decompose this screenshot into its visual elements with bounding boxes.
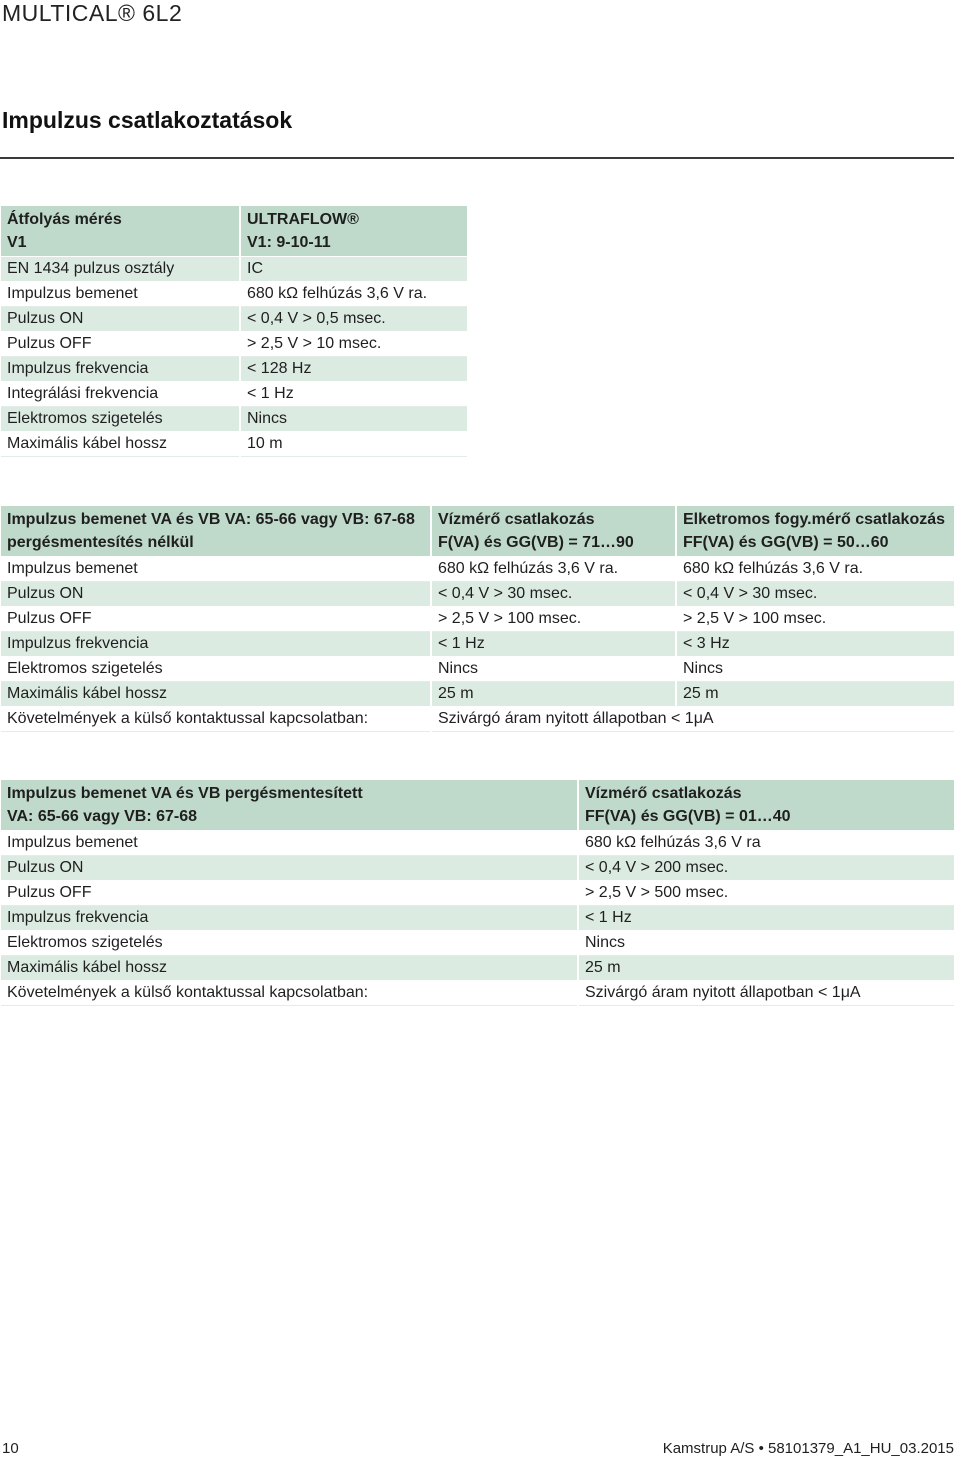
table-header-row xyxy=(1,506,954,557)
table-row xyxy=(1,931,954,956)
table-row xyxy=(1,881,954,906)
table-row xyxy=(1,956,954,981)
row-label: Integrálási frekvencia xyxy=(1,382,240,407)
row-value: < 0,4 V > 30 msec. xyxy=(431,582,676,607)
table-row xyxy=(1,407,467,432)
row-value: < 1 Hz xyxy=(240,382,467,407)
title-divider xyxy=(0,157,954,159)
header-cell-2: ULTRAFLOW® V1: 9-10-11 xyxy=(240,206,467,257)
table-row xyxy=(1,856,954,881)
header-cell-3: Elketromos fogy.mérő csatlakozás FF(VA) és GG(VB) = 50…60 xyxy=(676,506,954,557)
row-value: 680 kΩ felhúzás 3,6 V ra. xyxy=(676,557,954,582)
row-label: Impulzus bemenet xyxy=(1,557,431,582)
product-title: MULTICAL® 6L2 xyxy=(2,0,183,26)
row-value: 680 kΩ felhúzás 3,6 V ra. xyxy=(431,557,676,582)
row-label: Impulzus frekvencia xyxy=(1,632,431,657)
row-value: < 3 Hz xyxy=(676,632,954,657)
row-value: 25 m xyxy=(676,682,954,707)
table-row xyxy=(1,632,954,657)
row-label: Követelmények a külső kontaktussal kapcsolatban: xyxy=(1,707,431,732)
row-value: > 2,5 V > 100 msec. xyxy=(676,607,954,632)
row-value: Nincs xyxy=(240,407,467,432)
row-label: Pulzus OFF xyxy=(1,607,431,632)
row-value: IC xyxy=(240,257,467,282)
row-label: Elektromos szigetelés xyxy=(1,657,431,682)
row-value: < 1 Hz xyxy=(578,906,954,931)
row-label: Maximális kábel hossz xyxy=(1,682,431,707)
row-label: Elektromos szigetelés xyxy=(1,931,578,956)
row-value: 10 m xyxy=(240,432,467,457)
row-label: Impulzus bemenet xyxy=(1,282,240,307)
table-row xyxy=(1,906,954,931)
row-label: Pulzus OFF xyxy=(1,881,578,906)
row-value: < 128 Hz xyxy=(240,357,467,382)
table-row xyxy=(1,657,954,682)
table-row xyxy=(1,432,467,457)
table-row xyxy=(1,257,467,282)
row-label: Elektromos szigetelés xyxy=(1,407,240,432)
row-value: > 2,5 V > 100 msec. xyxy=(431,607,676,632)
header-cell-2: Vízmérő csatlakozás FF(VA) és GG(VB) = 01…40 xyxy=(578,780,954,831)
row-value: Szivárgó áram nyitott állapotban < 1μA xyxy=(578,981,954,1006)
pulse-input-unfiltered-table xyxy=(1,506,954,732)
row-label: Pulzus ON xyxy=(1,307,240,332)
row-value: 25 m xyxy=(578,956,954,981)
table-row xyxy=(1,382,467,407)
row-value: Nincs xyxy=(676,657,954,682)
table-row xyxy=(1,307,467,332)
pulse-input-debounced-table xyxy=(1,780,954,1006)
row-value: Nincs xyxy=(578,931,954,956)
table-row xyxy=(1,707,954,732)
row-label: Maximális kábel hossz xyxy=(1,956,578,981)
flow-measurement-table xyxy=(1,206,467,457)
table-header-row xyxy=(1,780,954,831)
pulse-input-unfiltered-table-body xyxy=(1,506,954,732)
table-row xyxy=(1,682,954,707)
table-row xyxy=(1,981,954,1006)
table-header-row xyxy=(1,206,467,257)
row-label: Pulzus OFF xyxy=(1,332,240,357)
table-row xyxy=(1,582,954,607)
row-label: Követelmények a külső kontaktussal kapcsolatban: xyxy=(1,981,578,1006)
row-label: Pulzus ON xyxy=(1,582,431,607)
row-value: Nincs xyxy=(431,657,676,682)
header-cell-2: Vízmérő csatlakozás F(VA) és GG(VB) = 71…90 xyxy=(431,506,676,557)
row-value: < 1 Hz xyxy=(431,632,676,657)
row-value: 680 kΩ felhúzás 3,6 V ra xyxy=(578,831,954,856)
table-row xyxy=(1,332,467,357)
row-label: EN 1434 pulzus osztály xyxy=(1,257,240,282)
row-value: Szivárgó áram nyitott állapotban < 1μA xyxy=(431,707,954,732)
row-label: Impulzus frekvencia xyxy=(1,357,240,382)
row-label: Impulzus frekvencia xyxy=(1,906,578,931)
table-row xyxy=(1,357,467,382)
header-cell-1: Impulzus bemenet VA és VB pergésmentesített VA: 65-66 vagy VB: 67-68 xyxy=(1,780,578,831)
row-value: < 0,4 V > 30 msec. xyxy=(676,582,954,607)
row-value: > 2,5 V > 10 msec. xyxy=(240,332,467,357)
page-number: 10 xyxy=(2,1440,19,1457)
flow-measurement-table-body xyxy=(1,206,467,457)
table-row xyxy=(1,282,467,307)
document-reference: Kamstrup A/S • 58101379_A1_HU_03.2015 xyxy=(662,1440,954,1457)
header-cell-1: Impulzus bemenet VA és VB VA: 65-66 vagy VB: 67-68 pergésmentesítés nélkül xyxy=(1,506,431,557)
row-label: Impulzus bemenet xyxy=(1,831,578,856)
row-value: < 0,4 V > 200 msec. xyxy=(578,856,954,881)
section-title: Impulzus csatlakoztatások xyxy=(2,107,293,133)
row-value: 25 m xyxy=(431,682,676,707)
row-label: Pulzus ON xyxy=(1,856,578,881)
row-value: < 0,4 V > 0,5 msec. xyxy=(240,307,467,332)
row-label: Maximális kábel hossz xyxy=(1,432,240,457)
table-row xyxy=(1,607,954,632)
table-row xyxy=(1,831,954,856)
table-row xyxy=(1,557,954,582)
row-value: > 2,5 V > 500 msec. xyxy=(578,881,954,906)
header-cell-1: Átfolyás mérés V1 xyxy=(1,206,240,257)
row-value: 680 kΩ felhúzás 3,6 V ra. xyxy=(240,282,467,307)
pulse-input-debounced-table-body xyxy=(1,780,954,1006)
